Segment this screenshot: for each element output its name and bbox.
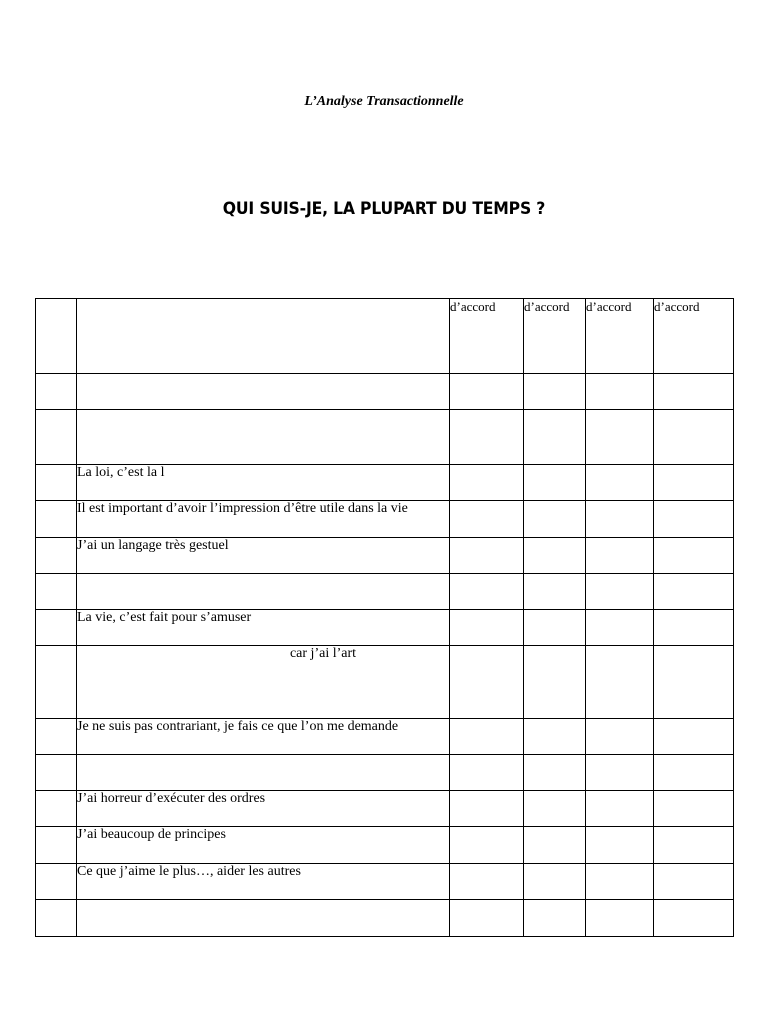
statement-cell <box>77 374 450 410</box>
table-row <box>36 538 734 574</box>
answer-cell-4[interactable] <box>654 610 734 646</box>
statement-cell: Je ne suis pas contrariant, je fais ce que l’on me demande <box>77 719 450 755</box>
answer-cell-2[interactable] <box>524 465 586 501</box>
answer-cell-1[interactable] <box>450 900 524 937</box>
answer-cell-1[interactable] <box>450 610 524 646</box>
document-header: L’Analyse Transactionnelle <box>304 94 464 109</box>
table-row <box>36 864 734 900</box>
row-number-cell <box>36 374 77 410</box>
answer-cell-4[interactable] <box>654 501 734 538</box>
row-number-cell <box>36 538 77 574</box>
answer-cell-2[interactable] <box>524 791 586 827</box>
questionnaire-table <box>35 298 734 937</box>
row-number-cell <box>36 755 77 791</box>
statement-cell <box>77 410 450 465</box>
row-number-cell <box>36 900 77 937</box>
answer-cell-4[interactable] <box>654 719 734 755</box>
answer-cell-4[interactable] <box>654 574 734 610</box>
table-header-row <box>36 299 734 374</box>
statement-cell: J’ai beaucoup de principes <box>77 827 450 864</box>
statement-cell: car j’ai l’art <box>77 646 450 719</box>
table-row <box>36 610 734 646</box>
table-row <box>36 719 734 755</box>
answer-cell-2[interactable] <box>524 610 586 646</box>
row-number-cell <box>36 501 77 538</box>
statement-cell: J’ai horreur d’exécuter des ordres <box>77 791 450 827</box>
header-cell-agree-1: d’accord <box>450 299 524 374</box>
answer-cell-1[interactable] <box>450 827 524 864</box>
answer-cell-3[interactable] <box>586 574 654 610</box>
answer-cell-3[interactable] <box>586 864 654 900</box>
answer-cell-2[interactable] <box>524 900 586 937</box>
statement-cell <box>77 755 450 791</box>
answer-cell-2[interactable] <box>524 646 586 719</box>
header-cell-agree-3: d’accord <box>586 299 654 374</box>
answer-cell-2[interactable] <box>524 410 586 465</box>
answer-cell-1[interactable] <box>450 501 524 538</box>
answer-cell-3[interactable] <box>586 501 654 538</box>
row-number-cell <box>36 791 77 827</box>
answer-cell-1[interactable] <box>450 864 524 900</box>
row-number-cell <box>36 646 77 719</box>
answer-cell-2[interactable] <box>524 574 586 610</box>
answer-cell-2[interactable] <box>524 827 586 864</box>
page-title: QUI SUIS-JE, LA PLUPART DU TEMPS ? <box>222 199 546 219</box>
answer-cell-3[interactable] <box>586 610 654 646</box>
statement-cell: Il est important d’avoir l’impression d’être utile dans la vie <box>77 501 450 538</box>
answer-cell-3[interactable] <box>586 900 654 937</box>
answer-cell-4[interactable] <box>654 538 734 574</box>
answer-cell-4[interactable] <box>654 755 734 791</box>
table-row <box>36 574 734 610</box>
answer-cell-3[interactable] <box>586 791 654 827</box>
table-row <box>36 827 734 864</box>
answer-cell-3[interactable] <box>586 374 654 410</box>
answer-cell-4[interactable] <box>654 465 734 501</box>
table-row <box>36 465 734 501</box>
statement-cell: La vie, c’est fait pour s’amuser <box>77 610 450 646</box>
statement-cell: Ce que j’aime le plus…, aider les autres <box>77 864 450 900</box>
answer-cell-4[interactable] <box>654 410 734 465</box>
answer-cell-2[interactable] <box>524 374 586 410</box>
answer-cell-3[interactable] <box>586 755 654 791</box>
answer-cell-2[interactable] <box>524 538 586 574</box>
header-cell-agree-4: d’accord <box>654 299 734 374</box>
answer-cell-2[interactable] <box>524 755 586 791</box>
row-number-cell <box>36 827 77 864</box>
header-cell-number <box>36 299 77 374</box>
row-number-cell <box>36 864 77 900</box>
answer-cell-1[interactable] <box>450 791 524 827</box>
answer-cell-4[interactable] <box>654 791 734 827</box>
table-row <box>36 374 734 410</box>
row-number-cell <box>36 465 77 501</box>
table-row <box>36 501 734 538</box>
table-row <box>36 646 734 719</box>
statement-cell: La loi, c’est la l <box>77 465 450 501</box>
answer-cell-4[interactable] <box>654 900 734 937</box>
answer-cell-1[interactable] <box>450 755 524 791</box>
answer-cell-1[interactable] <box>450 646 524 719</box>
answer-cell-3[interactable] <box>586 646 654 719</box>
answer-cell-4[interactable] <box>654 827 734 864</box>
table-row <box>36 791 734 827</box>
table-row <box>36 410 734 465</box>
answer-cell-3[interactable] <box>586 410 654 465</box>
answer-cell-3[interactable] <box>586 719 654 755</box>
statement-cell: J’ai un langage très gestuel <box>77 538 450 574</box>
header-cell-agree-2: d’accord <box>524 299 586 374</box>
answer-cell-2[interactable] <box>524 719 586 755</box>
answer-cell-3[interactable] <box>586 827 654 864</box>
answer-cell-4[interactable] <box>654 374 734 410</box>
answer-cell-4[interactable] <box>654 646 734 719</box>
answer-cell-1[interactable] <box>450 410 524 465</box>
row-number-cell <box>36 410 77 465</box>
answer-cell-2[interactable] <box>524 864 586 900</box>
table-row <box>36 755 734 791</box>
table-row <box>36 900 734 937</box>
row-number-cell <box>36 719 77 755</box>
answer-cell-1[interactable] <box>450 538 524 574</box>
answer-cell-3[interactable] <box>586 465 654 501</box>
answer-cell-1[interactable] <box>450 374 524 410</box>
statement-cell <box>77 574 450 610</box>
answer-cell-1[interactable] <box>450 574 524 610</box>
statement-cell <box>77 900 450 937</box>
row-number-cell <box>36 574 77 610</box>
answer-cell-3[interactable] <box>586 538 654 574</box>
answer-cell-1[interactable] <box>450 465 524 501</box>
header-cell-statement <box>77 299 450 374</box>
answer-cell-2[interactable] <box>524 501 586 538</box>
answer-cell-4[interactable] <box>654 864 734 900</box>
answer-cell-1[interactable] <box>450 719 524 755</box>
row-number-cell <box>36 610 77 646</box>
